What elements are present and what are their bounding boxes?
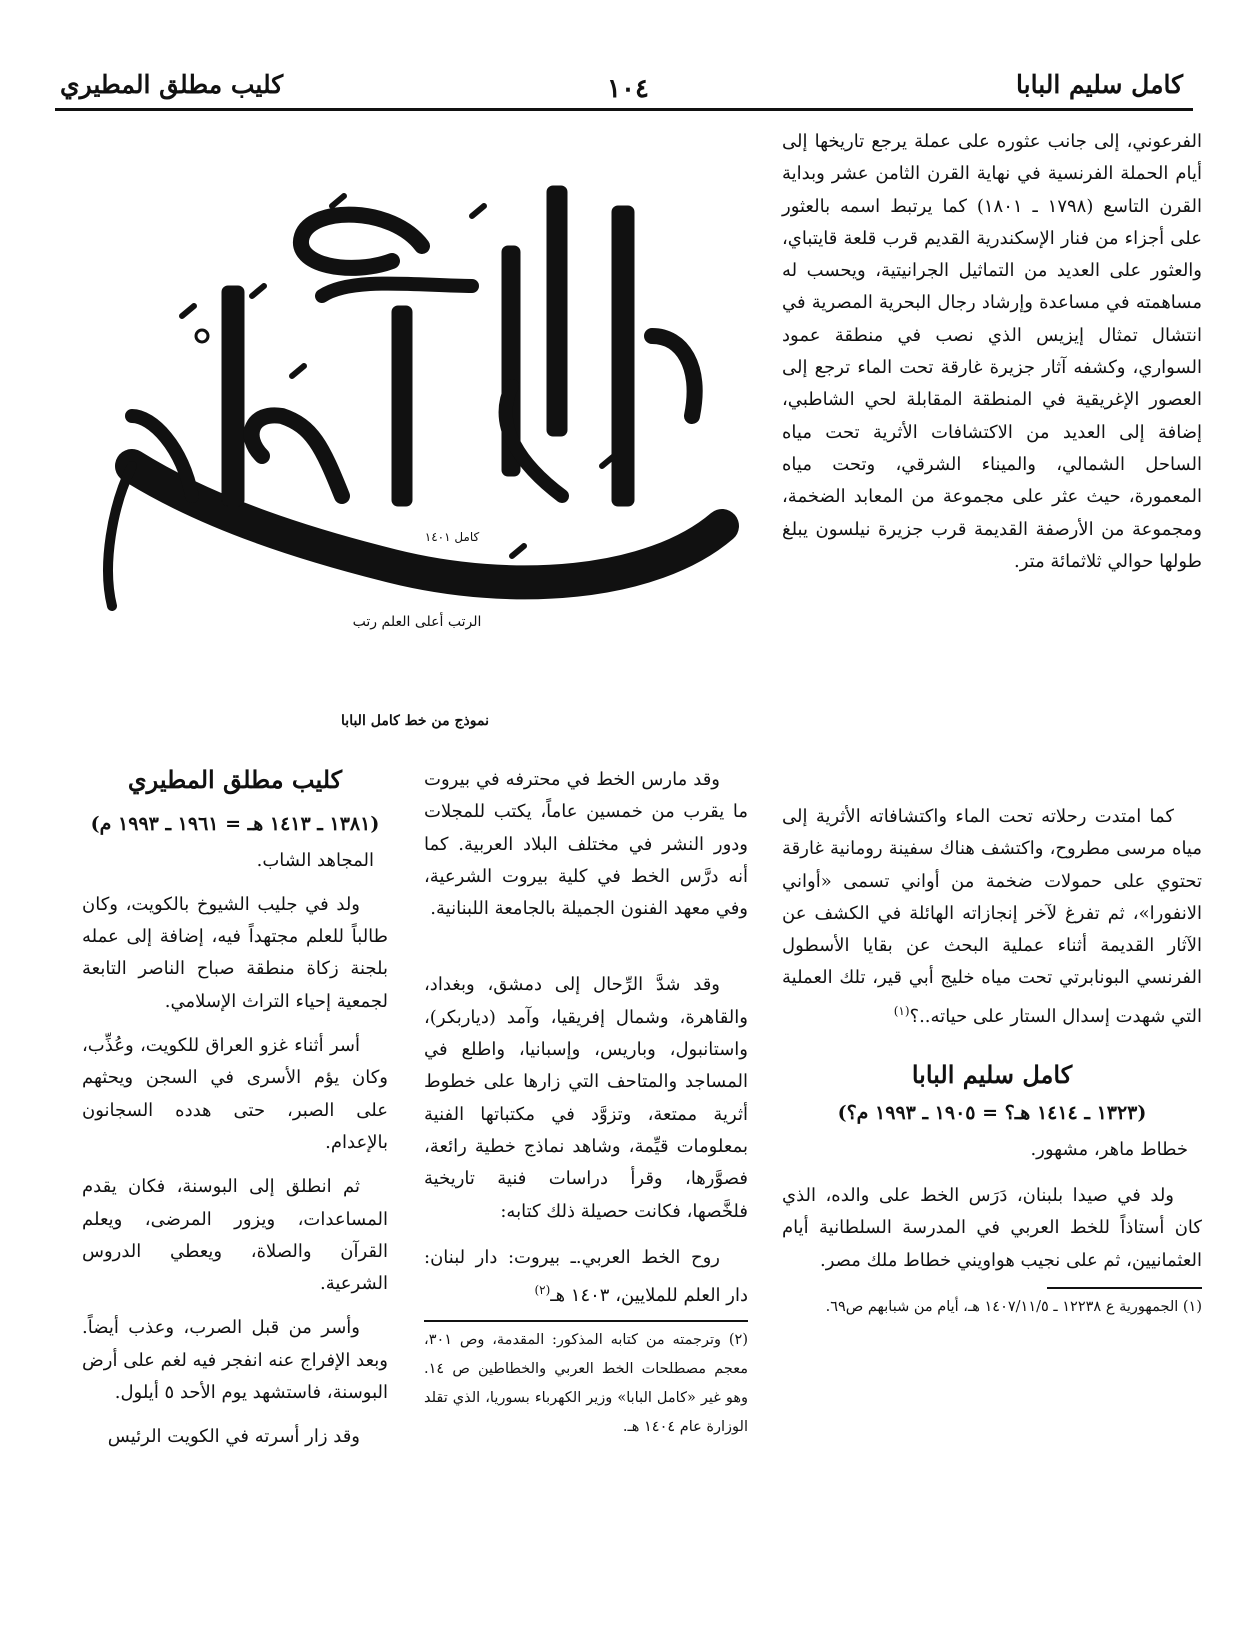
footnote-1: (١) الجمهورية ع ١٢٢٣٨ ـ ١٤٠٧/١١/٥ هـ، أيام من شبابهم ص٦٩.: [825, 1298, 1202, 1315]
paragraph-travels: كما امتدت رحلاته تحت الماء واكتشافاته الأثرية إلى مياه مرسى مطروح، واكتشف هناك سفينة رومانية غارقة تحتوي على حمولات ضخمة من أواني تسمى «أواني الانفورا»، ثم تفرغ لآخر إنجازاته الهائلة في الكشف عن الآثار القديمة أثناء عملية البحث عن بقايا الأسطول الفرنسي البونابرتي تحت مياه خليج أبي قير، تلك العملية التي شهدت إسدال الستار على حياته..؟$^{(١)}$: [782, 806, 1202, 1027]
paragraph-birth: ولد في جليب الشيوخ بالكويت، وكان طالباً للعلم مجتهداً فيه، إضافة إلى عمله بلجنة زكاة منطقة صباح الناصر التابعة لجمعية إحياء التراث الإسلامي.: [82, 893, 388, 1012]
left-column: [82, 764, 388, 1454]
header-left-title: كليب مطلق المطيري: [60, 70, 284, 99]
description-kulaib: المجاهد الشاب.: [256, 849, 374, 871]
right-column-bottom: [782, 801, 1202, 1322]
calligraphy-signature: كامل ١٤٠١: [424, 530, 480, 544]
bio-kamel: ولد في صيدا بلبنان، دَرَس الخط على والده، الذي كان أستاذاً للخط العربي في المدرسة السلطانية أيام العثمانيين، ثم على نجيب هواويني خطاط ملك مصر.: [782, 1184, 1202, 1271]
dates-kulaib: (١٣٨١ ـ ١٤١٣ هـ = ١٩٦١ ـ ١٩٩٣ م): [90, 813, 380, 836]
calligraphy-artwork: [108, 186, 722, 606]
header-rule: [55, 108, 1193, 111]
header-right-title: كامل سليم البابا: [1016, 70, 1183, 99]
calligraphy-figure: [92, 166, 742, 636]
page-number: ١٠٤: [607, 74, 649, 104]
running-header: [48, 62, 1195, 112]
figure-caption: نموذج من خط كامل البابا: [341, 713, 489, 729]
paragraph-pharaonic: الفرعوني، إلى جانب عثوره على عملة يرجع تاريخها إلى أيام الحملة الفرنسية في نهاية القرن الثامن عشر وبداية القرن التاسع (١٧٩٨ ـ ١٨٠١) كما يرتبط اسمه بالعثور على أجزاء من فنار الإسكندرية القديم قرب قلعة قايتباي، والعثور على العديد من التماثيل الجرانيتية، ويحسب له مساهمته في مساعدة وإرشاد رجال البحرية المصرية في انتشال تمثال إيزيس الذي نصب في منطقة عمود السواري، وكشفه آثار جزيرة غارقة تحت الماء ترجع إلى العصور الإغريقية في المنطقة المقابلة لحي الشاطبي، إضافة إلى العديد من الاكتشافات الأثرية تحت مياه الساحل الشمالي، والميناء الشرقي، وتحت مياه المعمورة، حيث عثر على مجموعة من المعابد الضخمة، ومجموعة من الأرصفة القديمة قرب جزيرة نيلسون يبلغ طولها حوالي ثلاثمائة متر.: [782, 131, 1202, 572]
middle-column: [424, 764, 748, 1442]
dates-kamel: (١٣٢٣ ـ ١٤١٤ هـ؟ = ١٩٠٥ ـ ١٩٩٣ م؟): [837, 1102, 1147, 1125]
footnote-rule-right: [1047, 1287, 1202, 1289]
paragraph-practice: وقد مارس الخط في محترفه في بيروت ما يقرب من خمسين عاماً، يكتب للمجلات ودور النشر في مختلف البلاد العربية. كما أنه درَّس الخط في كلية بيروت الشرعية، وفي معهد الفنون الجميلة بالجامعة اللبنانية.: [424, 769, 748, 920]
paragraph-martyrdom: وأسر من قبل الصرب، وعذب أيضاً. وبعد الإفراج عنه انفجر فيه لغم على أرض البوسنة، فاستشهد يوم الأحد ٥ أيلول.: [82, 1317, 388, 1404]
footnote-2: (٢) وترجمته من كتابه المذكور: المقدمة، وص ٣٠١، معجم مصطلحات الخط العربي والخطاطين ص ١٤. وهو غير «كامل البابا» وزير الكهرباء بسوريا، الذي تقلد الوزارة عام ١٤٠٤ هـ.: [424, 1332, 748, 1436]
section-heading-kulaib: كليب مطلق المطيري: [127, 765, 343, 794]
section-heading-kamel: كامل سليم البابا: [911, 1060, 1073, 1090]
footnote-ref-2: (٢): [534, 1283, 551, 1298]
footnote-rule-middle: [424, 1320, 748, 1322]
description-kamel: خطاط ماهر، مشهور.: [1030, 1138, 1188, 1160]
paragraph-bosnia: ثم انطلق إلى البوسنة، فكان يقدم المساعدات، ويزور المرضى، ويعلم القرآن والصلاة، ويعطي الدروس الشرعية.: [82, 1176, 388, 1295]
paragraph-visit: وقد زار أسرته في الكويت الرئيس: [107, 1426, 360, 1448]
calligraphy-reading: الرتب أعلى العلم رتب: [352, 614, 482, 630]
right-column-top: [782, 126, 1202, 578]
book-reference: روح الخط العربي.ـ بيروت: دار لبنان: دار العلم للملايين، ١٤٠٣ هـ$^{(٢)}$: [424, 1246, 748, 1307]
paragraph-travel: وقد شدَّ الرِّحال إلى دمشق، وبغداد، والقاهرة، وشمال إفريقيا، وآمد (دياربكر)، واستانبول، وباريس، وإسبانيا، واطلع في المساجد والمتاحف التي زارها على خطوط أثرية ممتعة، وتزوَّد في مكتباتها الفنية بمعلومات قيِّمة، وشاهد نماذج خطية رائعة، فصوَّرها، وقرأ دراسات فنية تاريخية فلخَّصها، فكانت حصيلة ذلك كتابه:: [424, 974, 748, 1222]
paragraph-captivity: أسر أثناء غزو العراق للكويت، وعُذِّب، وكان يؤم الأسرى في السجن ويحثهم على الصبر، حتى هدده السجانون بالإعدام.: [82, 1035, 388, 1153]
footnote-ref-1: (١): [893, 1003, 910, 1018]
